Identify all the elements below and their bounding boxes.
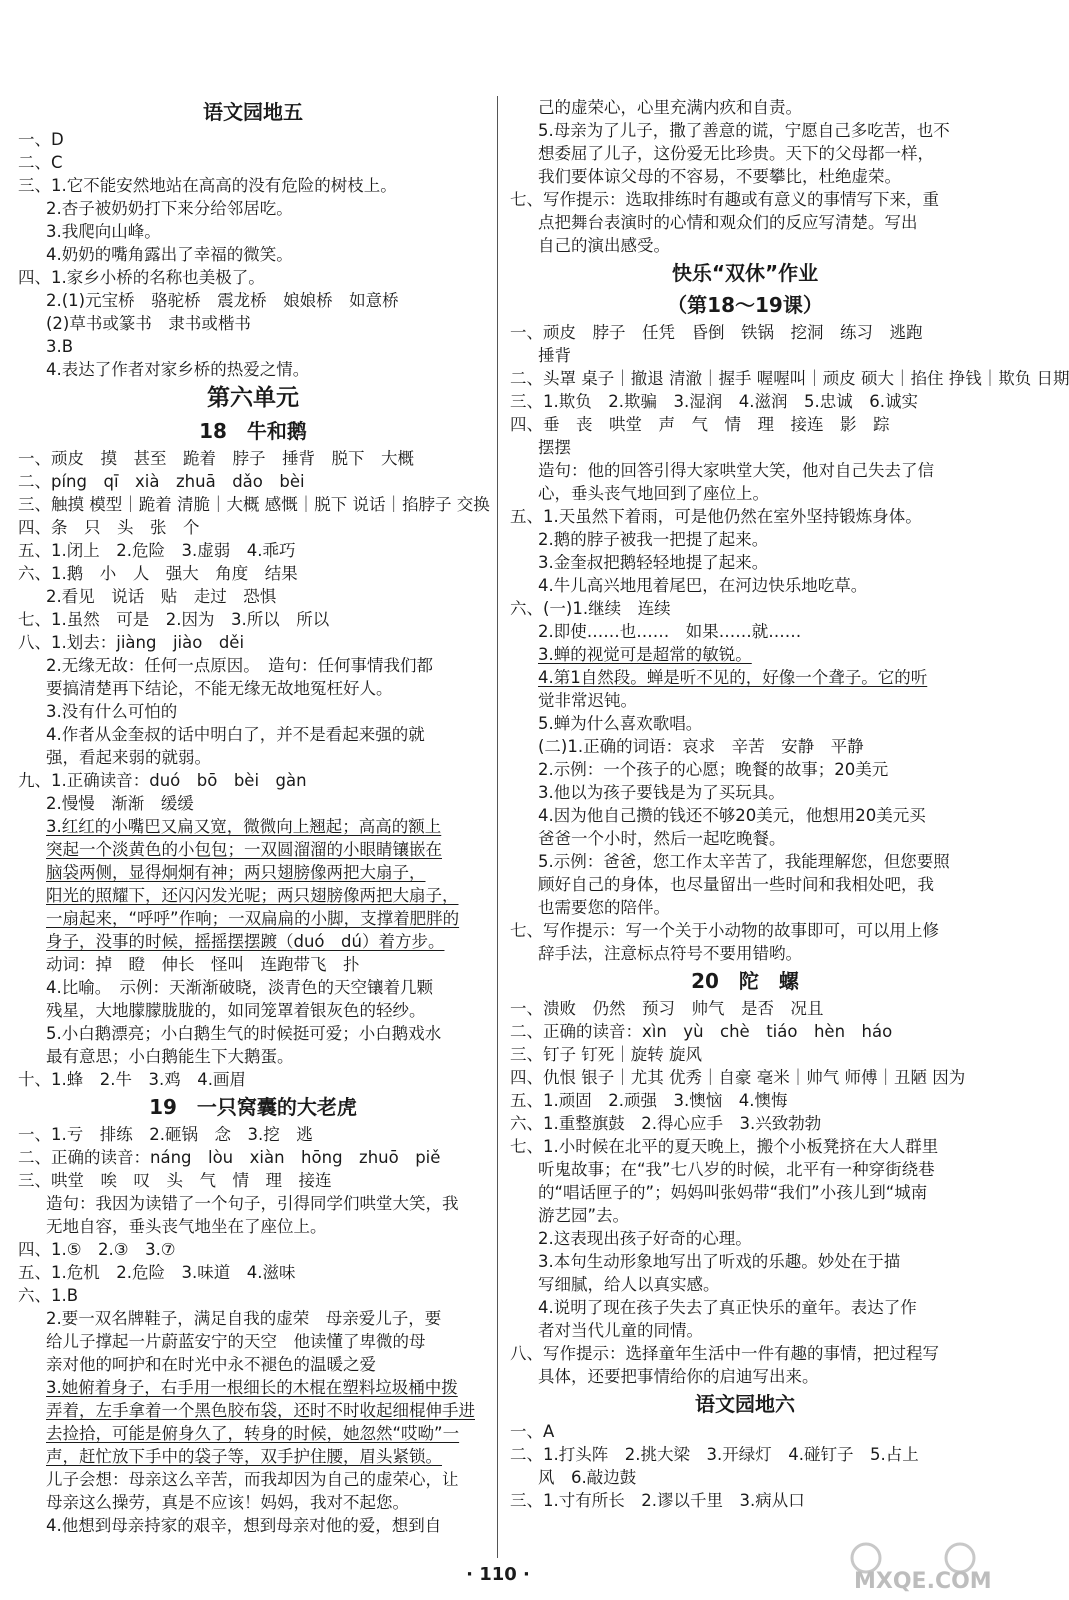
answer-line: 最有意思；小白鹅能生下大鹅蛋。 xyxy=(46,1047,294,1066)
answer-line: 去捡拾，可能是俯身久了，转身的时候，她忽然“哎呦”一 xyxy=(46,1424,460,1443)
answer-line: 辞手法，注意标点符号不要用错哟。 xyxy=(538,944,802,963)
answer-line: 三、1.寸有所长 2.谬以千里 3.病从口 xyxy=(510,1491,805,1510)
answer-line: 三、触摸 模型｜跪着 清脆｜大概 感慨｜脱下 说话｜掐脖子 交换 xyxy=(18,495,490,514)
answer-line: 八、1.划去：jiàng jiào děi xyxy=(18,633,245,652)
answer-line: 四、垂 丧 哄堂 声 气 情 理 接连 影 踪 xyxy=(510,415,890,434)
section-heading: 第六单元 xyxy=(207,385,299,411)
answer-line: 声，赶忙放下手中的袋子等，双手护住腰，眉头紧锁。 xyxy=(46,1447,442,1466)
answer-line: 2.要一双名牌鞋子，满足自我的虚荣 母亲爱儿子，要 xyxy=(46,1309,442,1328)
page-number: · 110 · xyxy=(466,1564,530,1585)
answer-line: 4.表达了作者对家乡桥的热爱之情。 xyxy=(46,360,310,379)
answer-line: 六、1.鹅 小 人 强大 角度 结果 xyxy=(18,564,298,583)
answer-line: 己的虚荣心，心里充满内疚和自责。 xyxy=(538,98,802,117)
answer-line: 一、D xyxy=(18,130,64,149)
answer-line: 2.示例：一个孩子的心愿；晚餐的故事；20美元 xyxy=(538,760,889,779)
answer-line: 三、1.它不能安然地站在高高的没有危险的树枝上。 xyxy=(18,176,397,195)
answer-line: 五、1.闭上 2.危险 3.虚弱 4.乖巧 xyxy=(18,541,296,560)
section-heading: 18 牛和鹅 xyxy=(199,419,307,443)
answer-line: 3.B xyxy=(46,337,74,356)
answer-line: 2.即使……也…… 如果……就…… xyxy=(538,622,802,641)
answer-line: 4.作者从金奎叔的话中明白了，并不是看起来强的就 xyxy=(46,725,425,744)
answer-line: 觉非常迟钝。 xyxy=(538,691,637,710)
answer-line: 脑袋两侧，显得炯炯有神；两只翅膀像两把大扇子， xyxy=(46,863,426,882)
section-heading: 语文园地六 xyxy=(695,1392,795,1416)
column-divider xyxy=(497,96,498,1558)
answer-line: 六、(一)1.继续 连续 xyxy=(510,599,671,618)
answer-line: 听鬼故事；在“我”七八岁的时候，北平有一种穿街绕巷 xyxy=(538,1160,935,1179)
answer-line: 二、正确的读音：xìn yù chè tiáo hèn háo xyxy=(510,1022,893,1041)
answer-line: 2.看见 说话 贴 走过 恐惧 xyxy=(46,587,277,606)
watermark-text: MXQE.COM xyxy=(854,1569,992,1594)
section-heading: 语文园地五 xyxy=(203,100,303,124)
answer-line: 二、正确的读音：náng lòu xiàn hōng zhuō piě xyxy=(18,1148,441,1167)
answer-line: 一扇起来，“呼呼”作响；一双扁扁的小脚，支撑着肥胖的 xyxy=(46,909,460,928)
answer-line: 2.(1)元宝桥 骆驼桥 震龙桥 娘娘桥 如意桥 xyxy=(46,291,399,310)
answer-line: 5.小白鹅漂亮；小白鹅生气的时候挺可爱；小白鹅戏水 xyxy=(46,1024,442,1043)
answer-line: 二、píng qī xià zhuā dǎo bèi xyxy=(18,472,305,491)
answer-line: 2.无缘无故：任何一点原因。 造句：任何事情我们都 xyxy=(46,656,433,675)
answer-line: 4.牛儿高兴地甩着尾巴，在河边快乐地吃草。 xyxy=(538,576,868,595)
answer-line: 四、仇恨 银子｜尤其 优秀｜自豪 毫米｜帅气 师傅｜丑陋 因为 xyxy=(510,1068,966,1087)
watermark-logo xyxy=(844,1540,992,1594)
right-column xyxy=(510,96,1069,1512)
answer-line: 2.鹅的脖子被我一把提了起来。 xyxy=(538,530,769,549)
answer-line: 三、1.欺负 2.欺骗 3.湿润 4.滋润 5.忠诚 6.诚实 xyxy=(510,392,918,411)
answer-line: 七、1.小时候在北平的夏天晚上，搬个小板凳挤在大人群里 xyxy=(510,1137,939,1156)
answer-line: 捶背 xyxy=(538,346,571,365)
answer-line: 二、头罩 桌子｜撤退 清澈｜握手 喔喔叫｜顽皮 硕大｜掐住 挣钱｜欺负 日期 xyxy=(510,369,1069,388)
answer-line: 无地自容，垂头丧气地坐在了座位上。 xyxy=(46,1217,327,1236)
answer-line: 一、溃败 仍然 预习 帅气 是否 况且 xyxy=(510,999,824,1018)
answer-line: 3.金奎叔把鹅轻轻地提了起来。 xyxy=(538,553,769,572)
section-heading: 20 陀 螺 xyxy=(691,969,799,993)
answer-line: 造句：我因为读错了一个句子，引得同学们哄堂大笑，我 xyxy=(46,1194,459,1213)
answer-line: 动词：掉 瞪 伸长 怪叫 连跑带飞 扑 xyxy=(46,955,360,974)
answer-line: 5.示例：爸爸，您工作太辛苦了，我能理解您，但您要照 xyxy=(538,852,950,871)
answer-line: 4.因为他自己攒的钱还不够20美元，他想用20美元买 xyxy=(538,806,926,825)
answer-line: 的“唱话匣子的”；妈妈叫张妈带“我们”小孩儿到“城南 xyxy=(538,1183,928,1202)
answer-line: 4.比喻。 示例：天渐渐破晓，淡青色的天空镶着几颗 xyxy=(46,978,433,997)
answer-line: 也需要您的陪伴。 xyxy=(538,898,670,917)
answer-line: 阳光的照耀下，还闪闪发光呢；两只翅膀像两把大扇子， xyxy=(46,886,459,905)
answer-line: 4.第1自然段。蝉是听不见的，好像一个聋子。它的听 xyxy=(538,668,928,687)
answer-line: 3.没有什么可怕的 xyxy=(46,702,178,721)
answer-line: (二)1.正确的词语：哀求 辛苦 安静 平静 xyxy=(538,737,864,756)
section-heading: 19 一只窝囊的大老虎 xyxy=(149,1095,357,1119)
answer-line: 顾好自己的身体，也尽量留出一些时间和我相处吧，我 xyxy=(538,875,934,894)
answer-line: 六、1.B xyxy=(18,1286,79,1305)
answer-line: 九、1.正确读音：duó bō bèi gàn xyxy=(18,771,307,790)
answer-line: 3.本句生动形象地写出了听戏的乐趣。妙处在于描 xyxy=(538,1252,901,1271)
answer-line: 一、1.亏 排练 2.砸锅 念 3.挖 逃 xyxy=(18,1125,313,1144)
left-column xyxy=(18,96,488,1537)
answer-line: 四、1.⑤ 2.③ 3.⑦ xyxy=(18,1240,176,1259)
answer-line: (2)草书或篆书 隶书或楷书 xyxy=(46,314,251,333)
answer-line: 4.奶奶的嘴角露出了幸福的微笑。 xyxy=(46,245,293,264)
answer-line: 2.杏子被奶奶打下来分给邻居吃。 xyxy=(46,199,293,218)
answer-line: 3.红红的小嘴巴又扁又宽，微微向上翘起；高高的额上 xyxy=(46,817,442,836)
answer-line: 爸爸一个小时，然后一起吃晚餐。 xyxy=(538,829,786,848)
answer-line: 亲对他的呵护和在时光中永不褪色的温暖之爱 xyxy=(46,1355,376,1374)
answer-line: 游艺园”去。 xyxy=(538,1206,630,1225)
answer-line: 3.我爬向山峰。 xyxy=(46,222,161,241)
answer-line: 一、顽皮 摸 甚至 跪着 脖子 捶背 脱下 大概 xyxy=(18,449,414,468)
answer-line: 七、写作提示：写一个关于小动物的故事即可，可以用上修 xyxy=(510,921,939,940)
answer-line: 五、1.危机 2.危险 3.味道 4.滋味 xyxy=(18,1263,296,1282)
answer-line: 一、A xyxy=(510,1422,555,1441)
answer-line: 三、钉子 钉死｜旋转 旋风 xyxy=(510,1045,702,1064)
answer-line: 七、1.虽然 可是 2.因为 3.所以 所以 xyxy=(18,610,330,629)
answer-line: 具体，还要把事情给你的启迪写出来。 xyxy=(538,1367,819,1386)
answer-line: 点把舞台表演时的心情和观众们的反应写清楚。写出 xyxy=(538,213,918,232)
answer-line: 强，看起来弱的就弱。 xyxy=(46,748,211,767)
answer-line: 风 6.敲边鼓 xyxy=(538,1468,637,1487)
answer-line: 五、1.天虽然下着雨，可是他仍然在室外坚持锻炼身体。 xyxy=(510,507,922,526)
section-heading: （第18～19课） xyxy=(667,293,823,317)
answer-line: 二、C xyxy=(18,153,63,172)
answer-line: 三、哄堂 唉 叹 头 气 情 理 接连 xyxy=(18,1171,332,1190)
answer-line: 十、1.蜂 2.牛 3.鸡 4.画眉 xyxy=(18,1070,246,1089)
section-heading: 快乐“双休”作业 xyxy=(671,261,819,285)
answer-line: 七、写作提示：选取排练时有趣或有意义的事情写下来，重 xyxy=(510,190,939,209)
answer-line: 4.说明了现在孩子失去了真正快乐的童年。表达了作 xyxy=(538,1298,917,1317)
answer-line: 儿子会想：母亲这么辛苦，而我却因为自己的虚荣心，让 xyxy=(46,1470,459,1489)
answer-line: 心，垂头丧气地回到了座位上。 xyxy=(538,484,769,503)
answer-line: 四、1.家乡小桥的名称也美极了。 xyxy=(18,268,265,287)
answer-line: 要搞清楚再下结论，不能无缘无故地冤枉好人。 xyxy=(46,679,393,698)
answer-line: 5.蝉为什么喜欢歌唱。 xyxy=(538,714,703,733)
answer-line: 四、条 只 头 张 个 xyxy=(18,518,200,537)
answer-line: 六、1.重整旗鼓 2.得心应手 3.兴致勃勃 xyxy=(510,1114,822,1133)
answer-line: 母亲这么操劳，真是不应该！妈妈，我对不起您。 xyxy=(46,1493,409,1512)
answer-line: 想委屈了儿子，这份爱无比珍贵。天下的父母都一样， xyxy=(538,144,934,163)
answer-line: 自己的演出感受。 xyxy=(538,236,670,255)
answer-line: 弄着，左手拿着一个黑色胶布袋，还时不时收起细棍伸手进 xyxy=(46,1401,475,1420)
answer-line: 造句：他的回答引得大家哄堂大笑，他对自己失去了信 xyxy=(538,461,934,480)
answer-line: 写细腻，给人以真实感。 xyxy=(538,1275,720,1294)
answer-line: 3.她俯着身子，右手用一根细长的木棍在塑料垃圾桶中拨 xyxy=(46,1378,458,1397)
answer-line: 5.母亲为了儿子，撒了善意的谎，宁愿自己多吃苦，也不 xyxy=(538,121,950,140)
answer-line: 4.他想到母亲持家的艰辛，想到母亲对他的爱，想到自 xyxy=(46,1516,442,1535)
answer-line: 2.这表现出孩子好奇的心理。 xyxy=(538,1229,752,1248)
answer-line: 3.他以为孩子要钱是为了买玩具。 xyxy=(538,783,785,802)
answer-line: 2.慢慢 渐渐 缓缓 xyxy=(46,794,194,813)
answer-line: 给儿子撑起一片蔚蓝安宁的天空 他读懂了卑微的母 xyxy=(46,1332,426,1351)
answer-line: 突起一个淡黄色的小包包；一双圆溜溜的小眼睛镶嵌在 xyxy=(46,840,442,859)
answer-line: 残星，大地朦朦胧胧的，如同笼罩着银灰色的轻纱。 xyxy=(46,1001,426,1020)
answer-line: 八、写作提示：选择童年生活中一件有趣的事情，把过程写 xyxy=(510,1344,939,1363)
answer-line: 五、1.顽固 2.顽强 3.懊恼 4.懊悔 xyxy=(510,1091,788,1110)
answer-line: 我们要体谅父母的不容易，不要攀比，杜绝虚荣。 xyxy=(538,167,901,186)
answer-line: 身子，没事的时候，摇摇摆摆踱（duó dú）着方步。 xyxy=(46,932,445,951)
answer-line: 一、顽皮 脖子 任凭 昏倒 铁锅 挖洞 练习 逃跑 xyxy=(510,323,923,342)
answer-line: 二、1.打头阵 2.挑大梁 3.开绿灯 4.碰钉子 5.占上 xyxy=(510,1445,919,1464)
answer-line: 摆摆 xyxy=(538,438,571,457)
answer-line: 3.蝉的视觉可是超常的敏锐。 xyxy=(538,645,752,664)
answer-line: 者对当代儿童的同情。 xyxy=(538,1321,703,1340)
